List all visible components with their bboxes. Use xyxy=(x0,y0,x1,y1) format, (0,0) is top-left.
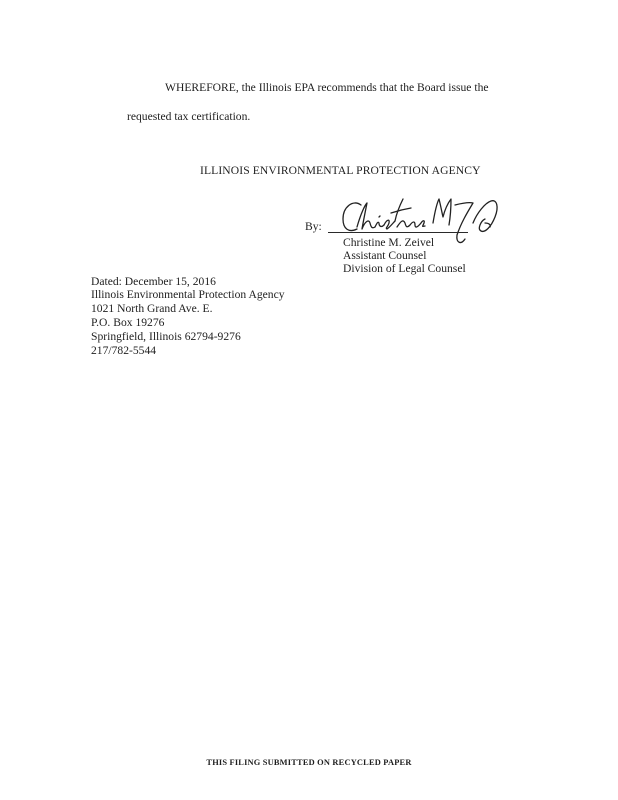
signer-title: Assistant Counsel xyxy=(343,249,427,262)
paragraph-line-1: WHEREFORE, the Illinois EPA recommends that the Board issue the xyxy=(165,81,489,94)
address-line: 1021 North Grand Ave. E. xyxy=(91,302,213,315)
address-line: Illinois Environmental Protection Agency xyxy=(91,288,285,301)
signature-line xyxy=(328,232,468,233)
signer-division: Division of Legal Counsel xyxy=(343,262,466,275)
address-line: P.O. Box 19276 xyxy=(91,316,165,329)
paragraph-line-2: requested tax certification. xyxy=(127,110,251,123)
signer-name: Christine M. Zeivel xyxy=(343,236,435,249)
address-line: Springfield, Illinois 62794-9276 xyxy=(91,330,241,343)
by-label: By: xyxy=(305,220,322,233)
address-line: 217/782-5544 xyxy=(91,344,157,357)
recycled-paper-notice: THIS FILING SUBMITTED ON RECYCLED PAPER xyxy=(206,758,412,767)
agency-name: ILLINOIS ENVIRONMENTAL PROTECTION AGENCY xyxy=(200,164,481,177)
dated-line: Dated: December 15, 2016 xyxy=(91,275,216,288)
